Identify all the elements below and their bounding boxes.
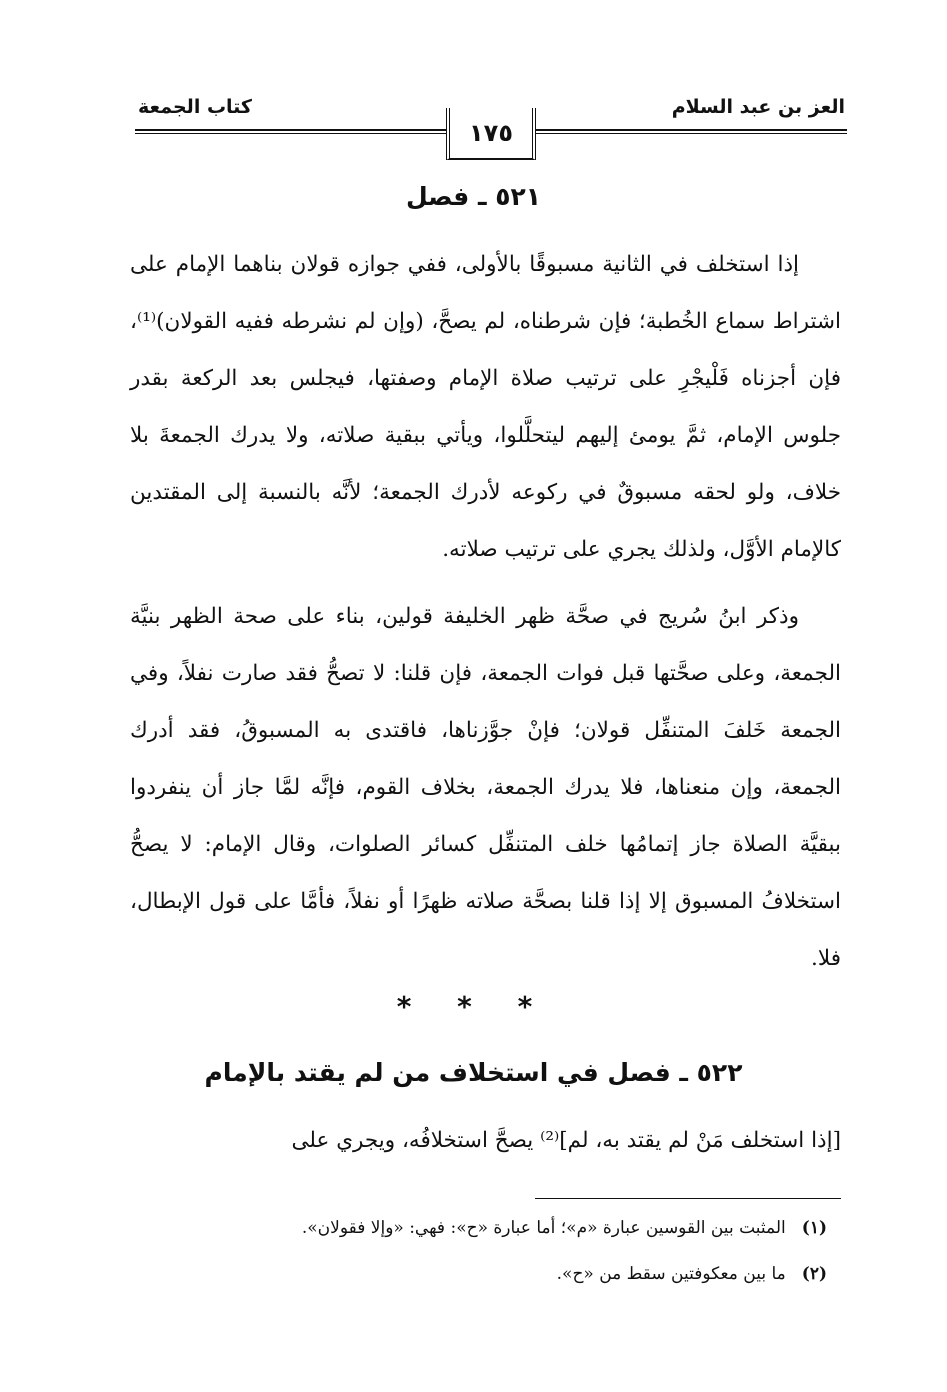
page-number: ١٧٥: [446, 108, 536, 160]
footnote-text: المثبت بين القوسين عبارة «م»؛ أما عبارة «ح»: فهي: «وإلا فقولان».: [301, 1218, 786, 1238]
footnote-2: [130, 1264, 827, 1284]
footnote-number: (١): [801, 1218, 827, 1238]
footnote-1: [130, 1218, 827, 1238]
paragraph: إذا استخلف في الثانية مسبوقًا بالأولى، ففي جوازه قولان بناهما الإمام على اشتراط سماع الخُطبة؛ فإن شرطناه، لم يصحَّ، (وإن لم نشرطه ففيه القولان)⁽¹⁾، فإن أجزناه فَلْيجْرِ على ترتيب صلاة الإمام وصفتها، فيجلس بعد الركعة بقدر جلوس الإمام، ثمَّ يومئ إليهم ليتحلَّلوا، ويأتي ببقية صلاته، ولا يدرك الجمعةَ بلا خلاف، ولو لحقه مسبوقٌ في ركوعه لأدرك الجمعة؛ لأنَّه بالنسبة إلى المقتدين كالإمام الأوَّل، ولذلك يجري على ترتيب صلاته.: [130, 252, 841, 562]
footnote-number: (٢): [801, 1264, 827, 1284]
running-header-author: العز بن عبد السلام: [671, 96, 845, 118]
section-521-body: [130, 236, 841, 987]
section-title-521: ٥٢١ ـ فصل: [405, 182, 542, 211]
section-title-522: ٥٢٢ ـ فصل في استخلاف من لم يقتد بالإمام: [204, 1058, 743, 1087]
footnote-rule: [535, 1198, 841, 1199]
running-header-book: كتاب الجمعة: [138, 96, 252, 118]
paragraph: [إذا استخلف مَنْ لم يقتد به، لم]⁽²⁾ يصحَّ استخلافُه، ويجري على: [291, 1128, 841, 1153]
section-522-body: [130, 1112, 841, 1169]
section-separator: * * *: [396, 990, 551, 1023]
footnote-text: ما بين معكوفتين سقط من «ح».: [556, 1264, 786, 1284]
paragraph: وذكر ابنُ سُريج في صحَّة ظهر الخليفة قولين، بناء على صحة الظهر بنيَّة الجمعة، وعلى صحَّتها قبل فوات الجمعة، فإن قلنا: لا تصحُّ فقد صارت نفلاً، وفي الجمعة خَلفَ المتنفِّل قولان؛ فإنْ جوَّزناها، فاقتدى به المسبوقُ، فقد أدرك الجمعة، وإن منعناها، فلا يدرك الجمعة، بخلاف القوم، فإنَّه لمَّا جاز أن ينفردوا ببقيَّة الصلاة جاز إتمامُها خلف المتنفِّل كسائر الصلوات، وقال الإمام: لا يصحُّ استخلافُ المسبوق إلا إذا قلنا بصحَّة صلاته ظهرًا أو نفلاً، فأمَّا على قول الإبطال، فلا.: [130, 604, 841, 971]
